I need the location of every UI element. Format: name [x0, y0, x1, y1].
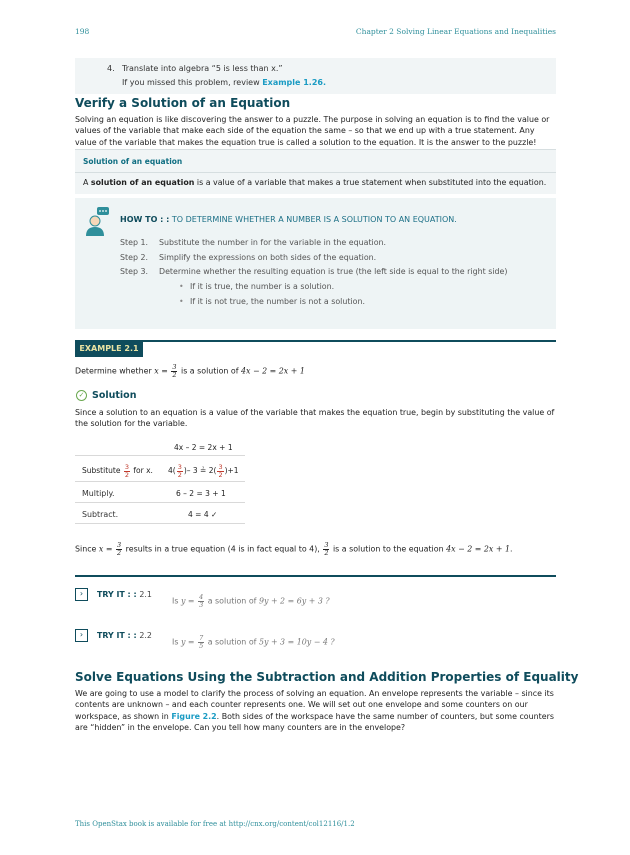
example-link[interactable]: Example 1.26. [262, 78, 327, 87]
person-thinking-icon [83, 206, 111, 236]
row-expr: 4( $\frac{3}{2}$ )– 3 ≟ 2( $\frac{3}{2}$ )+1 [168, 463, 239, 479]
howto-bullet: • If it is not true, the number is not a solution. [190, 297, 365, 306]
page-number: 198 [75, 27, 90, 36]
item-text: Translate into algebra “5 is less than x.” [122, 64, 283, 73]
fraction: $\frac{3}{2}$ [117, 541, 122, 557]
q-pre: Is [172, 596, 179, 606]
chapter-title: Chapter 2 Solving Linear Equations and Inequalities [355, 27, 556, 36]
definition-rest: is a value of a variable that makes a true statement when substituted into the equation. [196, 178, 547, 187]
step-label: Step 3. [120, 267, 149, 276]
example-rule [75, 340, 556, 342]
step-label: Step 1. [120, 238, 149, 247]
item-number: 4. [107, 64, 115, 73]
section-paragraph: Solving an equation is like discovering the answer to a puzzle. The purpose in solving an equation is to find the value or values of the variable that make each side of the equation the same – so that we end up with a true statement. Any value of the variable that makes the equation true is called a solution to the equation. It is the answer to the puzzle! [75, 115, 550, 147]
var-x: x = [98, 544, 113, 554]
footer-text: This OpenStax book is available for free at http://cnx.org/content/col12116/1.2 [75, 820, 355, 828]
example-prompt [75, 364, 305, 378]
check-circle-icon: ✓ [76, 390, 87, 401]
q-pre: Is [172, 637, 179, 647]
conclusion-pre: Since [75, 544, 97, 554]
prompt-mid: is a solution of [181, 366, 239, 376]
fraction: $\frac{3}{2}$ [324, 541, 329, 557]
conclusion-post: is a solution to the equation [332, 544, 444, 554]
para-pre: We are going to use a model to clarify the process of solving an equation. An envelope represents the variable – since its contents are unknown – and each counter represents one. We will set out one envelope and some counters on our workspace, as shown in [75, 689, 554, 721]
q-var: y = [180, 637, 195, 647]
section-heading: Solve Equations Using the Subtraction and Addition Properties of Equality [75, 670, 579, 684]
try-it-label [97, 631, 152, 640]
howto-bullet: • If it is true, the number is a solution. [190, 282, 334, 291]
readiness-quiz-box [75, 58, 556, 94]
row-expr: 4 = 4 ✓ [188, 510, 218, 519]
review-text [122, 78, 326, 87]
fraction: $\frac{3}{2}$ [172, 363, 177, 379]
para-post: . Both sides of the workspace have the same number of counters, but some counters are “hidden” in the envelope. Can you tell how many counters are in the envelope? [75, 711, 554, 732]
q-equation: 9y + 2 = 6y + 3 ? [258, 596, 330, 606]
conclusion: Since x = $\frac{3}{2}$ results in a true equation (4 is in fact equal to 4), $\frac{3}{2}$ is a solution to the equation 4x − 2 = 2x + 1. [75, 541, 513, 557]
example-equation: 4x − 2 = 2x + 1 [241, 366, 305, 376]
try-number: 2.2 [139, 631, 152, 640]
try-it-question: Is y = $\frac{4}{3}$ a solution of 9y + 2 = 6y + 3 ? [172, 593, 330, 609]
section-heading: Verify a Solution of an Equation [75, 96, 291, 110]
row-label-suffix: for x. [133, 466, 153, 475]
example-label: EXAMPLE 2.1 [75, 340, 143, 357]
table-row [75, 502, 245, 524]
try-it-question: Is y = $\frac{7}{5}$ a solution of 5y + 3 = 10y − 4 ? [172, 634, 335, 650]
step-text: Simplify the expressions on both sides of the equation. [159, 253, 377, 262]
row-label: Multiply. [82, 489, 115, 498]
solution-heading: Solution [92, 390, 137, 401]
solution-text: Since a solution to an equation is a value of the variable that makes the equation true, begin by substituting the value of the solution for the variable. [75, 408, 555, 429]
step-text: Substitute the number in for the variable in the equation. [159, 238, 387, 247]
chevron-right-icon[interactable]: › [75, 588, 88, 601]
definition-title: Solution of an equation [83, 157, 183, 166]
definition-box [75, 149, 556, 194]
section-paragraph [75, 688, 557, 733]
table-row [75, 455, 245, 482]
step-text: Determine whether the resulting equation is true (the left side is equal to the right side) [159, 267, 508, 276]
q-mid: a solution of [207, 596, 257, 606]
howto-prefix: HOW TO : : [120, 215, 170, 224]
q-mid: a solution of [207, 637, 257, 647]
row-label [82, 464, 153, 478]
try-prefix: TRY IT : : [97, 590, 137, 599]
fraction: $\frac{3}{2}$ [124, 463, 129, 479]
row-expr: 6 – 2 = 3 + 1 [176, 489, 226, 498]
try-number: 2.1 [139, 590, 152, 599]
table-header: 4x – 2 = 2x + 1 [174, 443, 233, 452]
example-equation: 4x − 2 = 2x + 1 [446, 544, 510, 554]
conclusion-mid: results in a true equation (4 is in fact equal to 4), [125, 544, 320, 554]
row-label-text: Substitute [82, 466, 121, 475]
try-it-label [97, 590, 152, 599]
var-x: x = [154, 366, 168, 376]
definition-term: solution of an equation [90, 178, 195, 187]
howto-title [120, 215, 457, 224]
try-prefix: TRY IT : : [97, 631, 137, 640]
example-end-rule [75, 575, 556, 577]
q-var: y = [180, 596, 195, 606]
howto-box [75, 198, 556, 329]
definition-text [83, 178, 546, 187]
step-label: Step 2. [120, 253, 149, 262]
review-prefix: If you missed this problem, review [122, 78, 260, 87]
q-equation: 5y + 3 = 10y − 4 ? [258, 637, 335, 647]
table-row [75, 481, 245, 503]
definition-pre: A [83, 178, 89, 187]
row-label: Subtract. [82, 510, 119, 519]
prompt-pre: Determine whether [75, 366, 152, 376]
chevron-right-icon[interactable]: › [75, 629, 88, 642]
howto-heading: TO DETERMINE WHETHER A NUMBER IS A SOLUTION TO AN EQUATION. [171, 215, 457, 224]
figure-link[interactable]: Figure 2.2 [171, 711, 217, 721]
